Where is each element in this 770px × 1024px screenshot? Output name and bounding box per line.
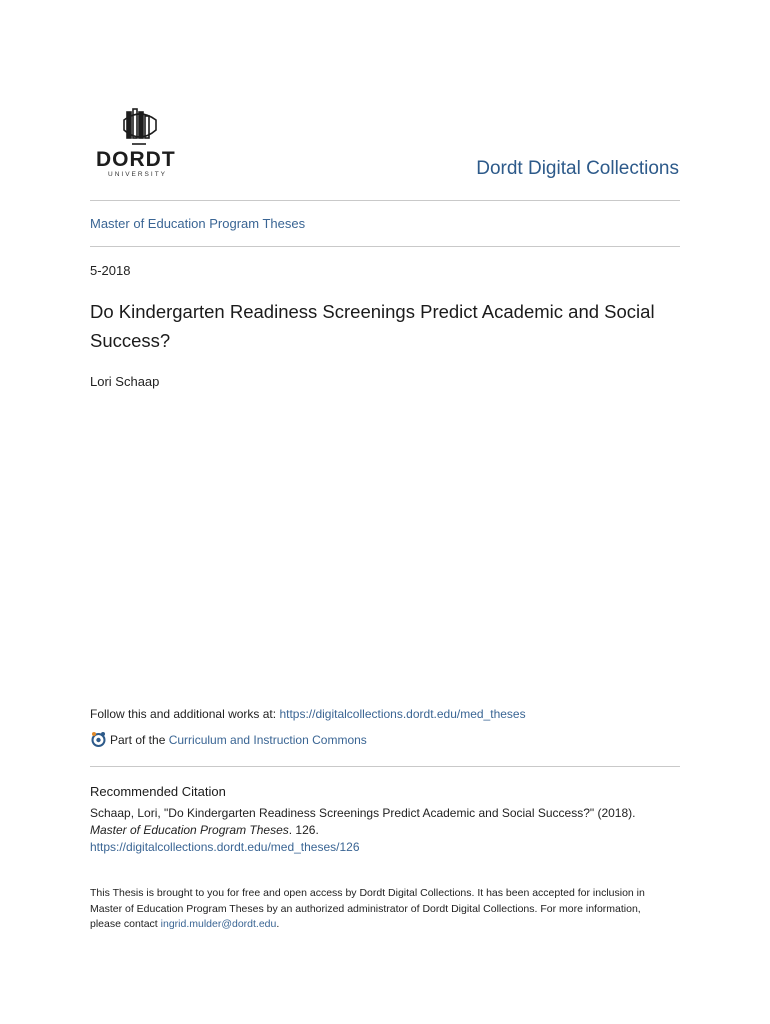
- author-name: Lori Schaap: [90, 374, 160, 389]
- collection-title-link[interactable]: Dordt Digital Collections: [476, 158, 679, 179]
- network-commons-icon: [90, 731, 107, 748]
- recommended-citation-heading: Recommended Citation: [90, 784, 226, 799]
- logo-wordmark: DORDT: [96, 148, 176, 171]
- footer-end: .: [276, 918, 280, 930]
- follow-line: [90, 707, 526, 721]
- citation-series: [90, 822, 680, 839]
- commons-link[interactable]: Curriculum and Instruction Commons: [168, 732, 367, 747]
- page-title: Do Kindergarten Readiness Screenings Predict Academic and Social Success?: [90, 301, 655, 351]
- citation-block: [90, 805, 680, 856]
- footer-notice: [90, 886, 650, 933]
- contact-email-link[interactable]: ingrid.mulder@dordt.edu: [160, 918, 277, 930]
- collection-url-link[interactable]: https://digitalcollections.dordt.edu/med_theses: [279, 707, 526, 721]
- divider: [90, 200, 680, 201]
- series-link[interactable]: Master of Education Program Theses: [90, 216, 306, 231]
- logo-subtitle: UNIVERSITY: [108, 171, 168, 178]
- citation-series-suffix: . 126.: [288, 823, 319, 837]
- publication-date: 5-2018: [90, 263, 131, 278]
- footer-text: This Thesis is brought to you for free and open access by Dordt Digital Collections. It has been accepted for inclusion in Master of Education Program Theses by an authorized administrator of Dordt Digital Collections. For more information, please contact: [90, 887, 645, 930]
- part-of-line: [90, 731, 367, 748]
- follow-prefix: Follow this and additional works at:: [90, 707, 280, 721]
- citation-url-link[interactable]: https://digitalcollections.dordt.edu/med_theses/126: [90, 840, 360, 854]
- citation-series-italic: Master of Education Program Theses: [90, 823, 289, 837]
- divider: [90, 766, 680, 767]
- citation-line: Schaap, Lori, "Do Kindergarten Readiness Screenings Predict Academic and Social Success?" (2018).: [90, 806, 636, 820]
- divider: [90, 246, 680, 247]
- part-of-prefix: Part of the: [110, 732, 166, 747]
